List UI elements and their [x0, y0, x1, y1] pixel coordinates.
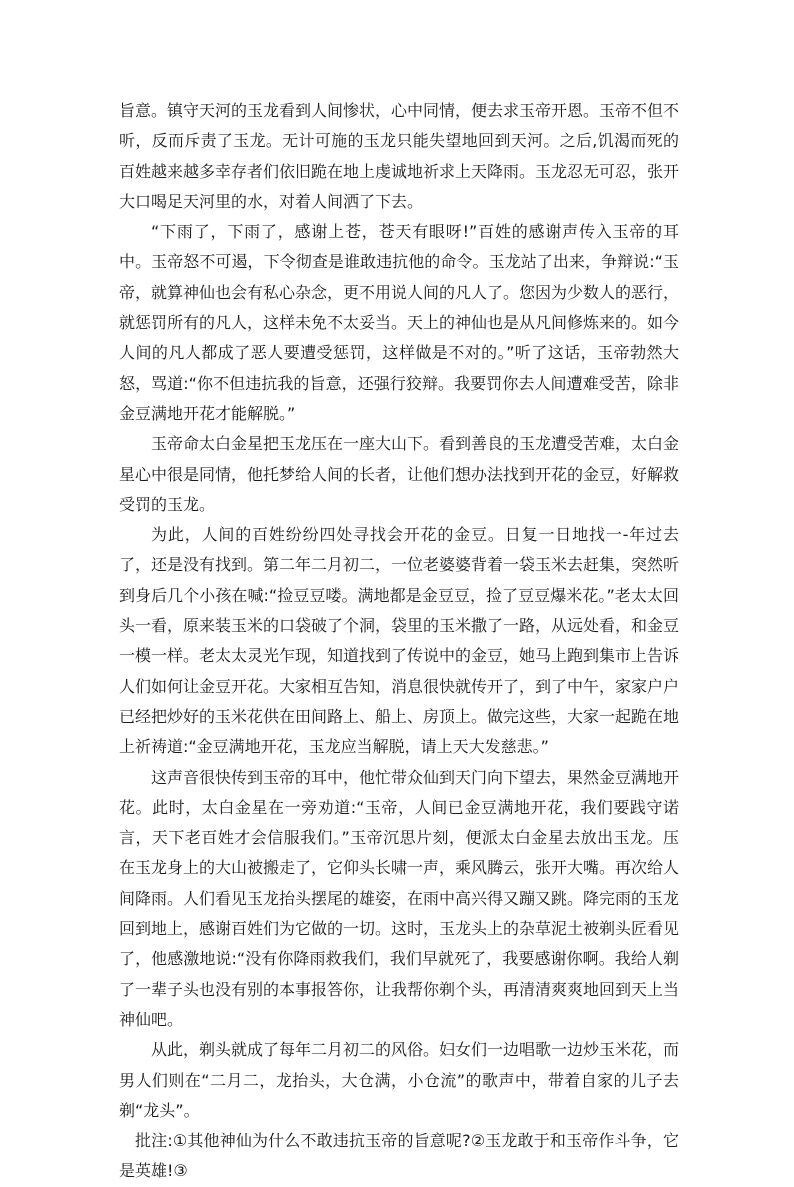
paragraph-4: 为此，人间的百姓纷纷四处寻找会开花的金豆。日复一日地找一-年过去了，还是没有找到。第二年二月初二，一位老婆婆背着一袋玉米去赶集，突然听到身后几个小孩在喊:“捡豆豆喽。满地都是金豆豆，捡了豆豆爆米花。”老太太回头一看，原来装玉米的口袋破了个洞，袋里的玉米撒了一路，从远处看，和金豆一模一样。老太太灵光乍现，知道找到了传说中的金豆，她马上跑到集市上告诉人们如何让金豆开花。大家相互告知，消息很快就传开了，到了中午，家家户户已经把炒好的玉米花供在田间路上、船上、房顶上。做完这些，大家一起跪在地上祈祷道:“金豆满地开花，玉龙应当解脱，请上天大发慈悲。”	[119, 525, 680, 757]
document-body	[119, 96, 679, 1187]
paragraph-3: 玉帝命太白金星把玉龙压在一座大山下。看到善良的玉龙遭受苦难，太白金星心中很是同情，他托梦给人间的长者，让他们想办法找到开花的金豆，好解救受罚的玉龙。	[119, 434, 680, 514]
annotation-note: 批注:①其他神仙为什么不敢违抗玉帝的旨意呢?②玉龙敢于和玉帝作斗争，它是英雄!③	[119, 1131, 679, 1181]
paragraph-2: “下雨了，下雨了，感谢上苍，苍天有眼呀!”百姓的感谢声传入玉帝的耳中。玉帝怒不可遏，下令彻查是谁敢违抗他的命令。玉龙站了出来，争辩说:“玉帝，就算神仙也会有私心杂念，更不用说人间的凡人了。您因为少数人的恶行，就惩罚所有的凡人，这样未免不太妥当。天上的神仙也是从凡间修炼来的。如今人间的凡人都成了恶人要遭受惩罚，这样做是不对的。”听了这话，玉帝勃然大怒，骂道:“你不但违抗我的旨意，还强行狡辩。我要罚你去人间遭难受苦，除非金豆满地开花才能解脱。”	[119, 222, 680, 423]
paragraph-1: 旨意。镇守天河的玉龙看到人间惨状，心中同情，便去求玉帝开恩。玉帝不但不听，反而斥责了玉龙。无计可施的玉龙只能失望地回到天河。之后,饥渴而死的百姓越来越多幸存者们依旧跪在地上虔诚地祈求上天降雨。玉龙忍无可忍，张开大口喝足天河里的水，对着人间洒了下去。	[119, 101, 680, 211]
paragraph-6: 从此，剃头就成了每年二月初二的风俗。妇女们一边唱歌一边炒玉米花，而男人们则在“二月二，龙抬头，大仓满，小仓流”的歌声中，带着自家的儿子去剃“龙头”。	[119, 1040, 680, 1120]
paragraph-5: 这声音很快传到玉帝的耳中，他忙带众仙到天门向下望去，果然金豆满地开花。此时，太白金星在一旁劝道:“玉帝，人间已金豆满地开花，我们要践守诺言，天下老百姓才会信服我们。”玉帝沉思片刻，便派太白金星去放出玉龙。压在玉龙身上的大山被搬走了，它仰头长啸一声，乘风腾云，张开大嘴。再次给人间降雨。人们看见玉龙抬头摆尾的雄姿，在雨中高兴得又蹦又跳。降完雨的玉龙回到地上，感谢百姓们为它做的一切。这时，玉龙头上的杂草泥土被剃头匠看见了，他感激地说:“没有你降雨救我们，我们早就死了，我要感谢你啊。我给人剃了一辈子头也没有别的本事报答你，让我帮你剃个头，再清清爽爽地回到天上当神仙吧。	[119, 767, 680, 1029]
